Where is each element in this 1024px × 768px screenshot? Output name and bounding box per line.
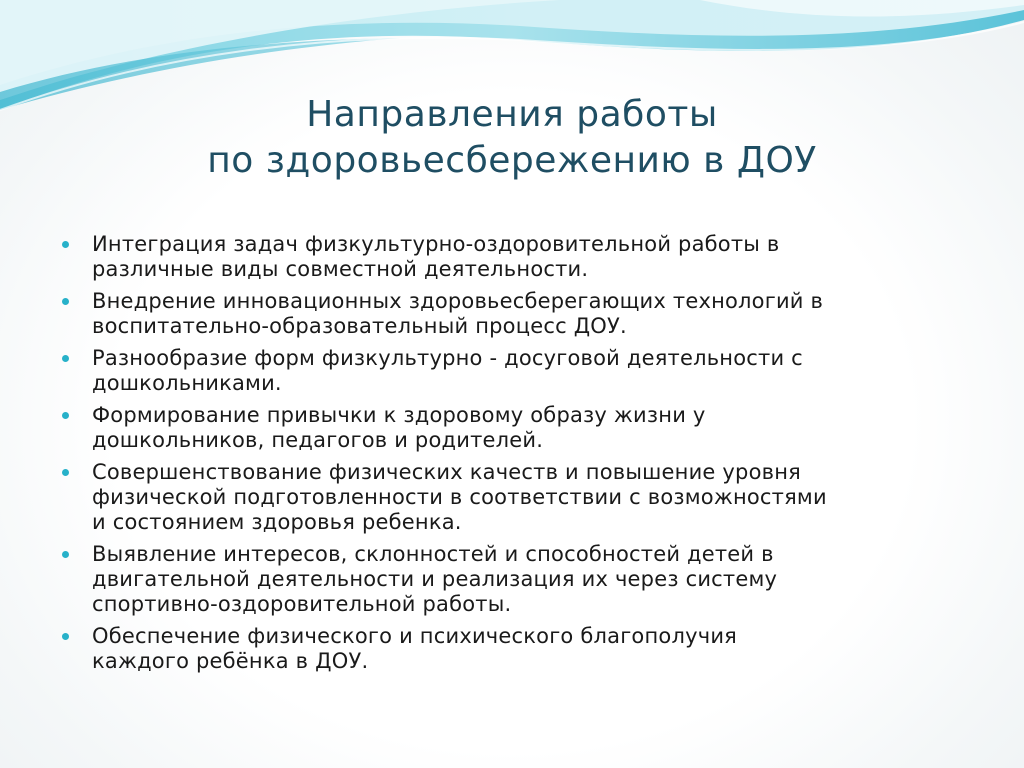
bullet-dot-icon xyxy=(62,412,69,419)
slide-title-line-2: по здоровьесбережению в ДОУ xyxy=(207,140,817,181)
bullet-line: дошкольниками. xyxy=(92,371,282,395)
bullet-line: воспитательно-образовательный процесс ДОУ. xyxy=(92,314,627,338)
bullet-line: Обеспечение физического и психического благополучия xyxy=(92,624,737,648)
bullet-dot-icon xyxy=(62,298,69,305)
bullet-line: физической подготовленности в соответствии с возможностями xyxy=(92,485,827,509)
bullet-line: Формирование привычки к здоровому образу жизни у xyxy=(92,403,706,427)
bullet-dot-icon xyxy=(62,355,69,362)
slide-title-line-1: Направления работы xyxy=(306,94,718,135)
bullet-dot-icon xyxy=(62,241,69,248)
slide-title xyxy=(0,92,1024,184)
bullet-list xyxy=(62,232,992,681)
bullet-item xyxy=(62,232,992,282)
bullet-dot-icon xyxy=(62,633,69,640)
bullet-item xyxy=(62,542,992,617)
bullet-item xyxy=(62,460,992,535)
bullet-line: и состоянием здоровья ребенка. xyxy=(92,510,462,534)
bullet-item xyxy=(62,403,992,453)
bullet-line: Выявление интересов, склонностей и способностей детей в xyxy=(92,542,774,566)
bullet-line: каждого ребёнка в ДОУ. xyxy=(92,649,369,673)
bullet-line: спортивно-оздоровительной работы. xyxy=(92,592,512,616)
bullet-item xyxy=(62,624,992,674)
bullet-line: различные виды совместной деятельности. xyxy=(92,257,589,281)
bullet-dot-icon xyxy=(62,469,69,476)
bullet-line: Интеграция задач физкультурно-оздоровительной работы в xyxy=(92,232,780,256)
bullet-line: Внедрение инновационных здоровьесберегающих технологий в xyxy=(92,289,824,313)
bullet-line: дошкольников, педагогов и родителей. xyxy=(92,428,544,452)
bullet-item xyxy=(62,289,992,339)
bullet-line: Совершенствование физических качеств и повышение уровня xyxy=(92,460,801,484)
bullet-line: Разнообразие форм физкультурно - досуговой деятельности с xyxy=(92,346,803,370)
bullet-line: двигательной деятельности и реализация их через систему xyxy=(92,567,778,591)
bullet-item xyxy=(62,346,992,396)
bullet-dot-icon xyxy=(62,551,69,558)
